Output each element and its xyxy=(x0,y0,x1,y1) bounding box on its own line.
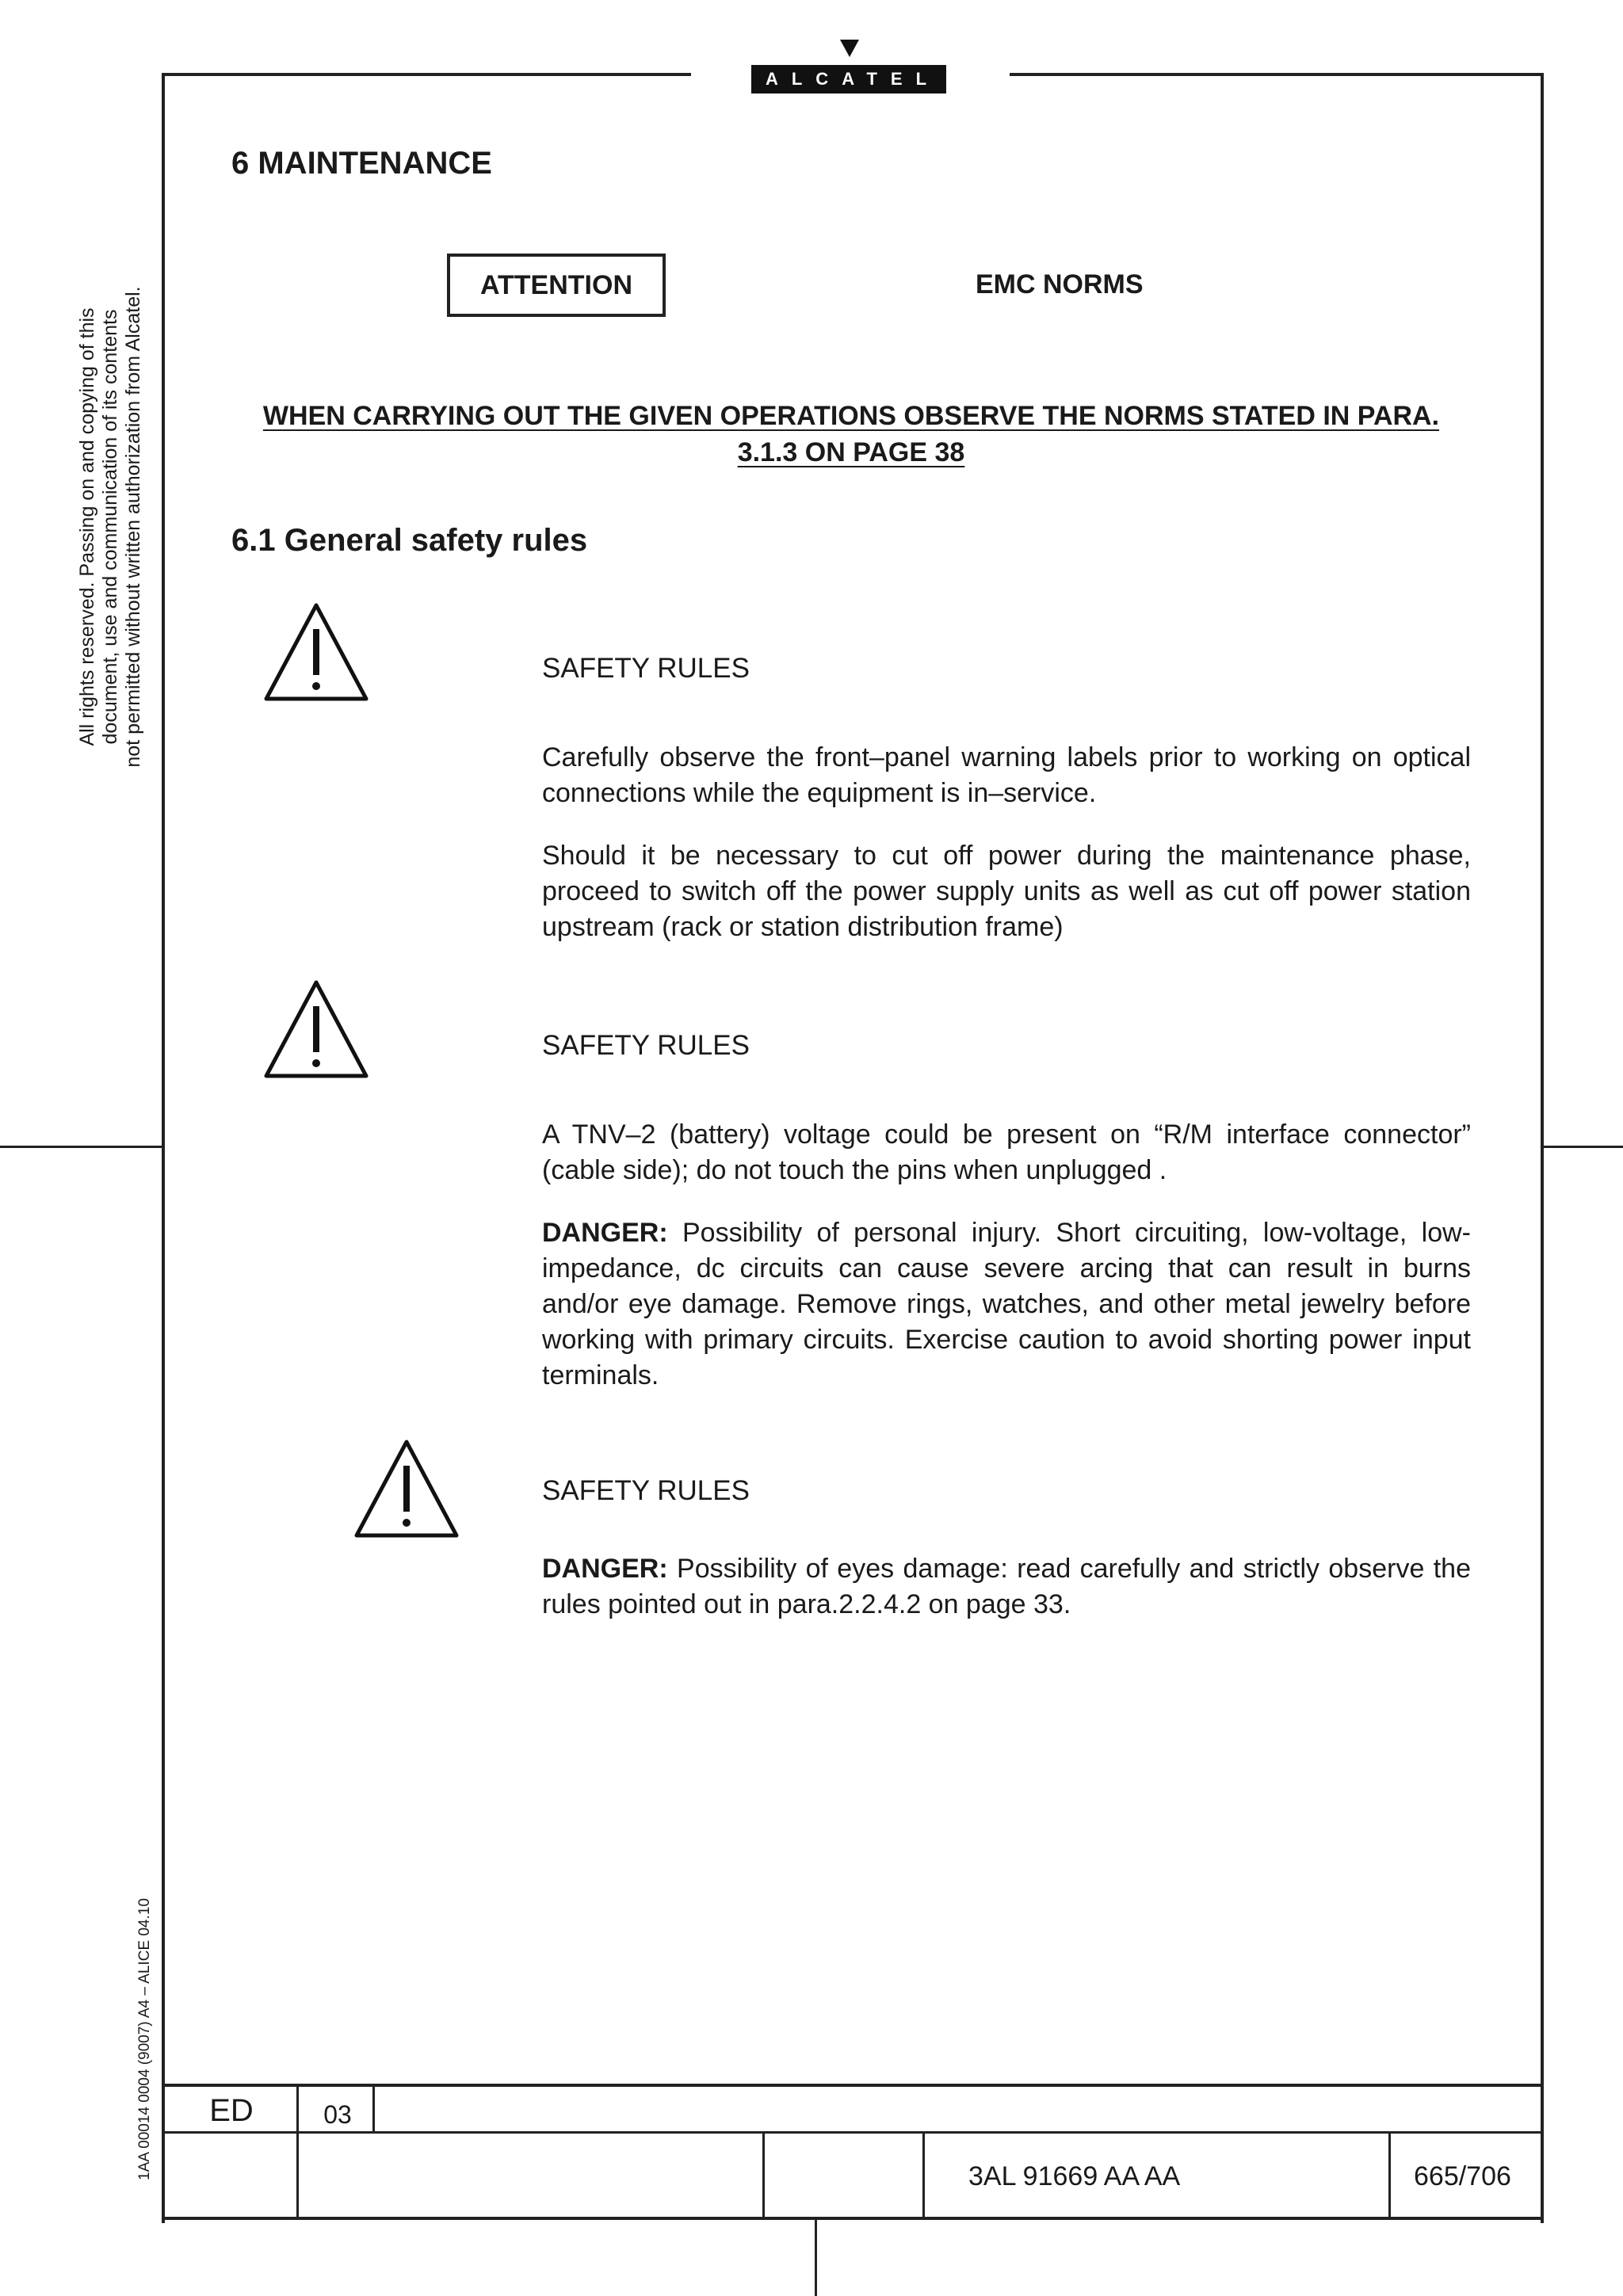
danger-text: Possibility of eyes damage: read carefully and strictly observe the rules pointed out in para.2.2.4.2 on page 33. xyxy=(542,1554,1471,1619)
form-code: 1AA 00014 0004 (9007) A4 – ALICE 04.10 xyxy=(136,1897,153,2180)
emc-notice xyxy=(255,398,1447,471)
logo-arrow-icon xyxy=(840,40,859,57)
fold-mark-left xyxy=(0,1146,162,1148)
warning-triangle-icon xyxy=(263,978,369,1081)
footer-line-bottom xyxy=(162,2217,1544,2220)
rights-notice xyxy=(76,273,145,780)
danger-label: DANGER: xyxy=(542,1218,668,1248)
page-number: 665/706 xyxy=(1414,2161,1511,2191)
section-title: 6 MAINTENANCE xyxy=(231,146,492,181)
safety-paragraph: A TNV–2 (battery) voltage could be present on “R/M interface connector” (cable side); do not touch the pins when unplugged . xyxy=(542,1119,1471,1185)
alcatel-logo xyxy=(751,65,946,93)
frame-top-left xyxy=(162,73,691,76)
edition-value: 03 xyxy=(323,2100,352,2129)
safety-rules-label: SAFETY RULES xyxy=(542,1475,750,1506)
danger-label: DANGER: xyxy=(542,1554,668,1584)
danger-paragraph xyxy=(542,1551,1471,1623)
danger-paragraph xyxy=(542,1215,1471,1394)
emc-norms-label: EMC NORMS xyxy=(976,269,1144,299)
notice-line-1: WHEN CARRYING OUT THE GIVEN OPERATIONS OBSERVE THE NORMS STATED IN PARA. xyxy=(262,401,1440,431)
rights-line-1: All rights reserved. Passing on and copying of this xyxy=(76,307,98,746)
footer-divider xyxy=(1388,2131,1391,2220)
bottom-stem-line xyxy=(815,2218,817,2296)
subsection-title: 6.1 General safety rules xyxy=(231,523,588,558)
rights-line-2: document, use and communication of its contents xyxy=(99,309,121,745)
frame-right xyxy=(1541,73,1544,2223)
footer-divider xyxy=(762,2131,765,2220)
frame-top-right xyxy=(1010,73,1544,76)
safety-paragraph: Carefully observe the front–panel warning labels prior to working on optical connections while the equipment is in–service. xyxy=(542,742,1471,808)
fold-mark-right xyxy=(1544,1146,1623,1148)
rights-line-3: not permitted without written authorization from Alcatel. xyxy=(122,286,144,768)
footer-divider xyxy=(922,2131,925,2220)
attention-box xyxy=(447,254,666,317)
warning-triangle-icon xyxy=(353,1437,460,1540)
safety-rules-label: SAFETY RULES xyxy=(542,653,750,684)
edition-label: ED xyxy=(209,2092,254,2128)
notice-line-2: 3.1.3 ON PAGE 38 xyxy=(737,437,965,467)
logo-text: ALCATEL xyxy=(765,69,941,89)
attention-label: ATTENTION xyxy=(479,269,632,300)
frame-left xyxy=(162,73,165,2223)
warning-triangle-icon xyxy=(263,601,369,704)
safety-paragraph: Should it be necessary to cut off power during the maintenance phase, proceed to switch off the power supply units as well as cut off power station upstream (rack or station distribution frame) xyxy=(542,841,1471,942)
danger-text: Possibility of personal injury. Short circuiting, low-voltage, low-impedance, dc circuits can cause severe arcing that can result in burns and/or eye damage. Remove rings, watches, and other metal jewelry before working with primary circuits. Exercise caution to avoid shorting power input terminals. xyxy=(542,1218,1471,1390)
safety-rules-label: SAFETY RULES xyxy=(542,1030,750,1061)
footer-line-top xyxy=(162,2084,1544,2087)
document-reference: 3AL 91669 AA AA xyxy=(968,2161,1181,2191)
